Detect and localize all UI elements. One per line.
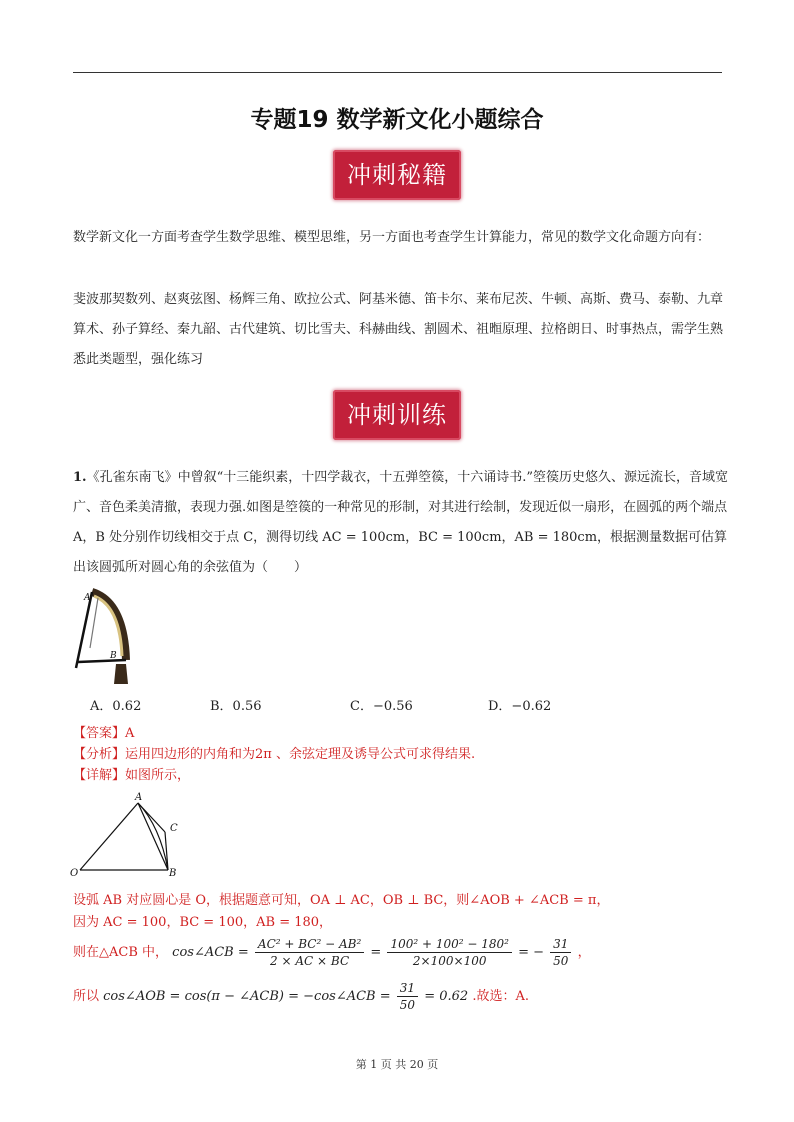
harp-label-b: B [110, 651, 117, 661]
frac-numerator: 100² + 100² − 180² [387, 936, 512, 953]
harp-arc-trim [94, 596, 122, 656]
solution-line-4 [73, 980, 529, 1013]
harp-base-bar [78, 660, 126, 662]
answer-line: 【答案】A [73, 726, 135, 741]
option-c[interactable]: C．−0.56 [350, 699, 413, 714]
option-d[interactable]: D．−0.62 [488, 699, 552, 714]
stamp-label: 冲刺秘籍 [347, 161, 447, 189]
harp-label-a: A [84, 593, 91, 603]
header-rule [73, 72, 722, 73]
line3-prefix: 则在△ACB 中， [73, 945, 169, 960]
frac-denominator: 2 × AC × BC [270, 954, 350, 968]
harp-post [76, 592, 92, 668]
equals-minus: = − [518, 945, 545, 960]
point-a-label: A [135, 792, 143, 803]
point-c-label: C [170, 823, 178, 834]
geometry-figure [68, 790, 188, 885]
intro-paragraph: 数学新文化一方面考查学生数学思维、模型思维，另一方面也考查学生计算能力，常见的数学文化命题方向有： [73, 230, 711, 245]
question-text: 《孔雀东南飞》中曾叙“十三能织素，十四学裁衣，十五弹箜篌，十六诵诗书.”箜篌历史悠久、源远流长，音域宽广、音色柔美清撤，表现力强.如图是箜篌的一种常见的形制，对其进行绘制，发现近似一扇形，在圆弧的两个端点 A，B 处分别作切线相交于点 C，测得切线 AC = 100cm，BC = 100cm，AB = 180cm，根据测量数据可估算出该圆弧所对圆心角的余弦值为（ ） [73, 470, 729, 575]
options-row [90, 695, 690, 715]
page-title: 专题19 数学新文化小题综合 [250, 107, 544, 133]
fraction-final [397, 980, 418, 1013]
question-1 [73, 463, 733, 583]
frac-denominator: 50 [399, 998, 416, 1012]
harp-image [72, 584, 144, 688]
solution-line-2: 因为 AC = 100，BC = 100，AB = 180， [73, 915, 333, 930]
frac-numerator: AC² + BC² − AB² [255, 936, 364, 953]
analysis-line: 【分析】运用四边形的内角和为2π 、余弦定理及诱导公式可求得结果. [73, 747, 476, 762]
segment-ab [138, 803, 168, 870]
frac-numerator: 31 [550, 936, 571, 953]
harp-string [90, 598, 98, 648]
line3-end: ， [577, 945, 591, 960]
detail-line: 【详解】如图所示， [73, 768, 191, 783]
point-b-label: B [169, 868, 177, 879]
line4-prefix: 所以 [73, 989, 100, 1004]
point-o-label: O [70, 868, 79, 879]
question-number: 1. [73, 470, 87, 485]
harp-stand [114, 664, 128, 684]
line4-end: .故选：A. [472, 989, 529, 1004]
solution-line-3: 则在△ACB 中， cos∠ACB = $\frac{\text{AC² + BC² − AB²}}{2 \times AC \times BC}$ = $\frac{\text{100² + 100² − 180²}}{2\times 100\times 100}$ = − $\frac{31}{50}$ ， [73, 937, 591, 968]
section-stamp-secrets [333, 150, 461, 200]
stamp-label: 冲刺训练 [347, 401, 447, 429]
cos-acb: cos∠ACB = [172, 945, 249, 960]
fraction-result [550, 936, 571, 969]
option-a[interactable]: A．0.62 [90, 699, 142, 714]
fraction-cosine-law [255, 936, 364, 969]
page-footer: 第 1 页 共 20 页 [355, 1058, 439, 1071]
fraction-numeric [387, 936, 512, 969]
segment-oa [80, 803, 138, 870]
frac-denominator: 2×100×100 [412, 954, 487, 968]
frac-numerator: 31 [397, 980, 418, 997]
cos-aob-expr: cos∠AOB = cos(π − ∠ACB) = −cos∠ACB = [103, 989, 391, 1004]
section-stamp-training [333, 390, 461, 440]
option-b[interactable]: B．0.56 [210, 699, 262, 714]
final-value: = 0.62 [424, 989, 469, 1004]
frac-denominator: 50 [553, 954, 569, 968]
solution-line-1: 设弧 AB 对应圆心是 O，根据题意可知，OA ⊥ AC，OB ⊥ BC，则∠AOB + ∠ACB = π， [73, 893, 610, 908]
intro-topics: 斐波那契数列、赵爽弦图、杨辉三角、欧拉公式、阿基米德、笛卡尔、莱布尼茨、牛顿、高斯、费马、泰勒、九章算术、孙子算经、秦九韶、古代建筑、切比雪夫、科赫曲线、割圆术、祖暅原理、拉格朗日、时事热点，需学生熟悉此类题型，强化练习 [73, 292, 724, 367]
